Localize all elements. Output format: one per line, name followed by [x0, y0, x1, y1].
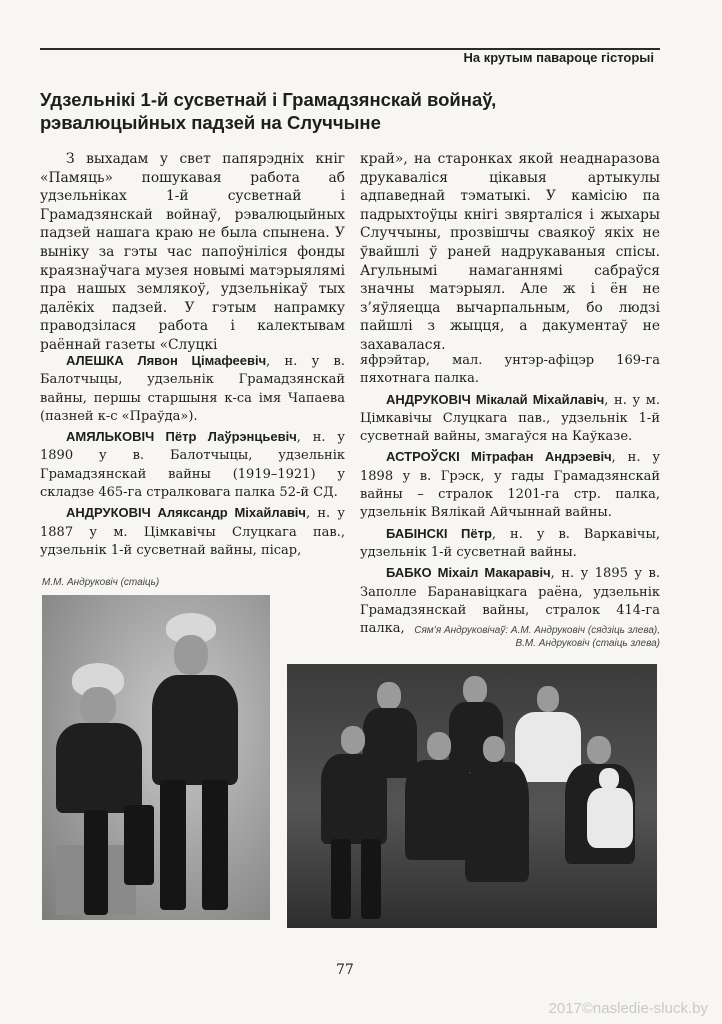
- photo-face: [427, 732, 451, 760]
- entry-text: , н. у м. Цімкавічы Слуцкага пав., удзельнік 1-й сусветнай вайны, змагаўся на Каўказе.: [360, 392, 660, 445]
- photo-face: [80, 687, 116, 725]
- entry-name: АЛЕШКА Лявон Цімафеевіч: [66, 353, 267, 368]
- photo-boot: [361, 839, 381, 919]
- photo-caption-right: [300, 624, 660, 650]
- entry-text: , н. у в. Балотчыцы, удзельнік Грамадзянскай вайны, першы старшыня к-са імя Чапаева (пазней к-с «Праўда»).: [40, 354, 345, 424]
- entry: [360, 352, 660, 389]
- section-title: На крутым павароце гісторыі: [456, 50, 655, 65]
- entry: [360, 525, 660, 563]
- entry-text: , н. у 1887 у м. Цімкавічы Слуцкага пав., удзельнік 1-й сусветнай вайны, пісар,: [40, 506, 346, 558]
- photo-boot: [160, 780, 186, 910]
- photo-boot: [331, 839, 351, 919]
- entry-text: , н. у 1898 у в. Грэск, у гады Грамадзянскай вайны – стралок 1201-га стр. палка, удзельнік Вялікай Айчыннай вайны.: [360, 450, 660, 521]
- photo-child: [587, 788, 633, 848]
- entry: [40, 352, 345, 426]
- page-number: 77: [336, 962, 354, 978]
- photo-face: [483, 736, 505, 762]
- photo-figure: [465, 762, 529, 882]
- photo-face: [377, 682, 401, 710]
- photo-two-soldiers: [42, 595, 270, 920]
- entry: [40, 428, 345, 502]
- intro-text-right: край», на старонках якой неаднаразова друкаваліся цікавыя артыкулы адпаведнай тэматыкі. У камісію па падрыхтоўцы кнігі звярталіся і жыхары Случчыны, прозвішчы сваякоў якіх не ўвайшлі ў раней надрукаваныя спісы. Агульнымі намаганнямі сабраўся значны матэрыял. Але ж і ён не з’яўляецца вычарпальным, бо людзі пайшлі з жыцця, а дакументаў не захавалася.: [360, 151, 660, 353]
- entry-name: БАБІНСКІ Пётр: [386, 525, 492, 541]
- photo-face: [537, 686, 559, 712]
- photo-figure: [405, 760, 473, 860]
- entry: [360, 448, 660, 522]
- photo-boot: [84, 810, 108, 915]
- photo-uniform: [152, 675, 238, 785]
- photo-caption-left: М.М. Андруковіч (стаіць): [42, 577, 160, 588]
- entry-name: АНДРУКОВІЧ Аляксандр Міхайлавіч: [66, 505, 306, 521]
- entry-name: БАБКО Міхаіл Макаравіч: [386, 565, 551, 581]
- intro-text-left: З выхадам у свет папярэдніх кніг «Памяць» пошукавая работа аб удзельніках 1-й сусветнай і Грамадзянскай войнаў, рэвалюцыйных падзей нашага краю не была спынена. У выніку за гэты час папоўніліся фонды краязнаўчага музея новымі матэрыялямі пра нашых землякоў, удзельнікаў тых далёкіх падзей. У гэтым напрамку праводзілася работа і калектывам раённай газеты «Слуцкі: [40, 151, 345, 353]
- watermark: 2017©nasledie-sluck.by: [548, 1000, 708, 1017]
- article-title: Удзельнікі 1-й сусветнай і Грамадзянскай войнаў, рэвалюцыйных падзей на Случчыне: [40, 89, 497, 133]
- photo-face: [587, 736, 611, 764]
- entry-text: , н. у 1895 у в. Заполле Баранавіцкага раёна, удзельнік Грамадзянскай вайны, стралок 414-га палка,: [360, 566, 660, 637]
- photo-face: [174, 635, 208, 675]
- photo-face: [341, 726, 365, 754]
- entry-text: , н. у в. Варкавічы, удзельнік 1-й сусветнай вайны.: [360, 526, 660, 560]
- photo-figure: [321, 754, 387, 844]
- photo-boot: [124, 805, 154, 885]
- entry: [40, 504, 345, 560]
- entry-name: АНДРУКОВІЧ Мікалай Міхайлавіч: [386, 391, 605, 407]
- entry-name: АСТРОЎСКІ Мітрафан Андрэевіч: [386, 449, 612, 465]
- photo-boot: [202, 780, 228, 910]
- caption-line: В.М. Андруковіч (стаіць злева): [515, 638, 660, 649]
- entries-column-left: [40, 352, 345, 562]
- photo-family-group: [287, 664, 657, 928]
- entry-name: АМЯЛЬКОВІЧ Пётр Лаўрэнцьевіч: [66, 429, 297, 445]
- entries-column-right: [360, 352, 660, 640]
- photo-child-face: [599, 768, 619, 790]
- entry: [360, 391, 660, 447]
- caption-line: Сям’я Андруковічаў: А.М. Андруковіч (сядзіць злева),: [414, 625, 660, 636]
- entry-text: яфрэйтар, мал. унтэр-афіцэр 169-га пяхотнага палка.: [360, 353, 660, 387]
- entry-text: , н. у 1890 у в. Балотчыцы, удзельнік Грамадзянскай вайны (1919–1921) у складзе 465-га стралковага палка 52-й СД.: [40, 430, 345, 501]
- photo-face: [463, 676, 487, 704]
- photo-uniform: [56, 723, 142, 813]
